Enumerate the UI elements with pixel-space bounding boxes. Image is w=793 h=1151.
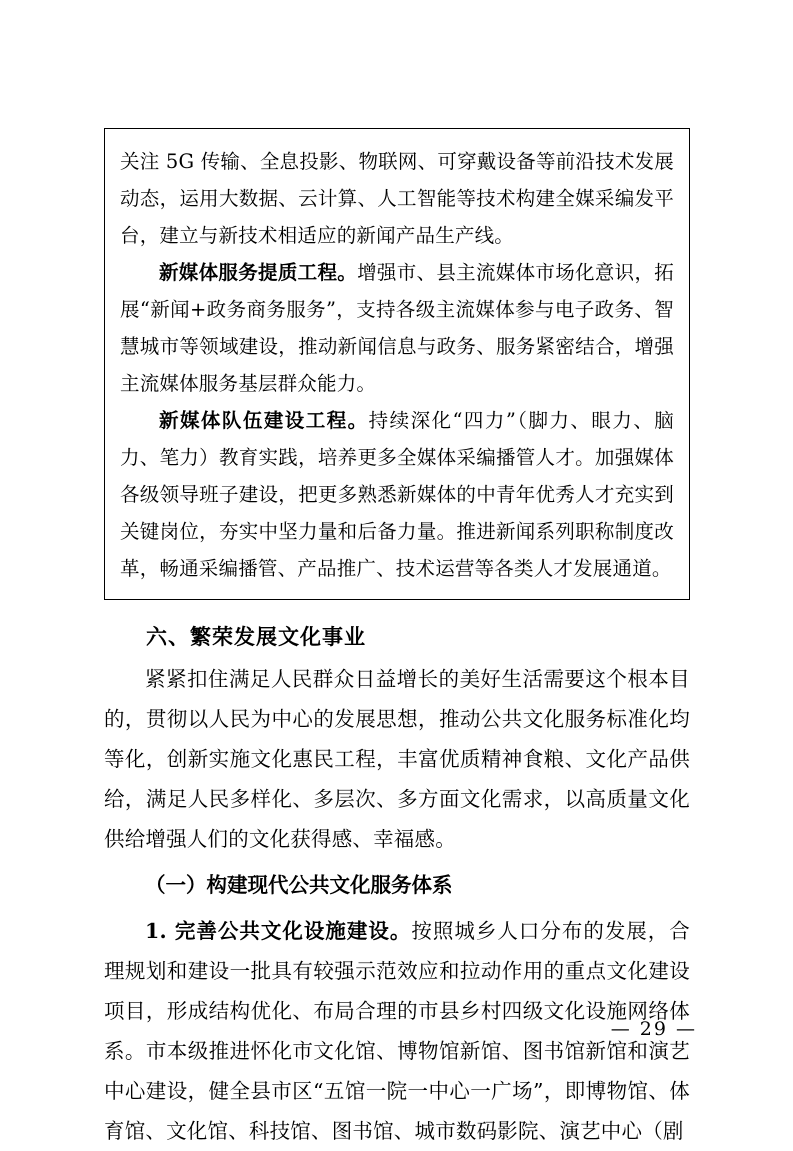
numbered-item-lead: 1. 完善公共文化设施建设。	[145, 919, 412, 943]
framed-paragraph-3-lead: 新媒体队伍建设工程。	[159, 409, 369, 432]
framed-paragraph-3	[120, 402, 674, 587]
page-content	[104, 128, 690, 1151]
numbered-item-paragraph	[104, 911, 690, 1151]
framed-text-box	[104, 128, 690, 600]
numbered-item-text: 按照城乡人口分布的发展，合理规划和建设一批具有较强示范效应和拉动作用的重点文化建设项目，形成结构优化、布局合理的市县乡村四级文化设施网络体系。市本级推进怀化市文化馆、博物馆新馆、图书馆新馆和演艺中心建设，健全县市区“五馆一院一中心一广场”，即博物馆、体育馆、文化馆、科技馆、图书馆、城市数码影院、演艺中心（剧	[104, 919, 690, 1143]
framed-paragraph-1-text: 关注 5G 传输、全息投影、物联网、可穿戴设备等前沿技术发展动态，运用大数据、云计算、人工智能等技术构建全媒采编发平台，建立与新技术相适应的新闻产品生产线。	[120, 150, 674, 247]
framed-paragraph-2-text: 增强市、县主流媒体市场化意识，拓展“新闻+政务商务服务”，支持各级主流媒体参与电子政务、智慧城市等领域建设，推动新闻信息与政务、服务紧密结合，增强主流媒体服务基层群众能力。	[120, 261, 674, 395]
page-number: — 29 —	[610, 1018, 697, 1040]
framed-paragraph-2-lead: 新媒体服务提质工程。	[159, 261, 358, 284]
framed-paragraph-3-text: 持续深化“四力”（脚力、眼力、脑力、笔力）教育实践，培养更多全媒体采编播管人才。加强媒体各级领导班子建设，把更多熟悉新媒体的中青年优秀人才充实到关键岗位，夯实中坚力量和后备力量。推进新闻系列职称制度改革，畅通采编播管、产品推广、技术运营等各类人才发展通道。	[120, 409, 674, 580]
subsection-heading: （一）构建现代公共文化服务体系	[145, 873, 453, 897]
framed-paragraph-1	[120, 143, 674, 254]
section-heading: 六、繁荣发展文化事业	[146, 625, 366, 649]
framed-paragraph-2	[120, 254, 674, 402]
section-paragraph: 紧紧扣住满足人民群众日益增长的美好生活需要这个根本目的，贯彻以人民为中心的发展思想，推动公共文化服务标准化均等化，创新实施文化惠民工程，丰富优质精神食粮、文化产品供给，满足人民多样化、多层次、多方面文化需求，以高质量文化供给增强人们的文化获得感、幸福感。	[104, 667, 690, 851]
